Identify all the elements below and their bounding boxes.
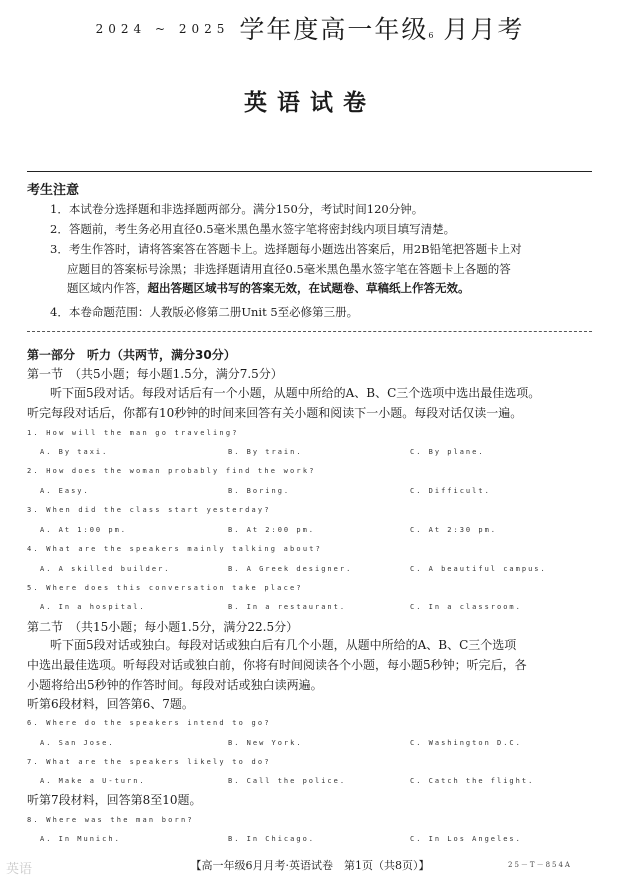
q7-option-b: B. Call the police. [228, 777, 347, 785]
q2-option-b: B. Boring. [228, 487, 291, 495]
section2-intro-2: 中选出最佳选项。听每段对话或独白前，你将有时间阅读各个小题，每小题5秒钟；听完后，各 [27, 658, 527, 672]
q1-option-c: C. By plane. [410, 448, 485, 456]
question-5: 5. Where does this conversation take place? [27, 584, 303, 592]
q2-option-c: C. Difficult. [410, 487, 491, 495]
notice-item-1: 1．本试卷分选择题和非选择题两部分。满分150分，考试时间120分钟。 [50, 202, 424, 216]
section1-intro-2: 听完每段对话后，你都有10秒钟的时间来回答有关小题和阅读下一小题。每段对话仅读一遍。 [27, 406, 523, 420]
section2-intro-3: 小题将给出5秒钟的作答时间。每段对话或独白读两遍。 [27, 678, 323, 692]
top-divider [27, 171, 592, 172]
exam-header [0, 10, 620, 46]
q8-option-a: A. In Munich. [40, 835, 121, 843]
notice-heading: 考生注意 [27, 183, 80, 198]
school-year: 2024 ~ 2025 [95, 22, 230, 36]
notice-item-3-end [67, 280, 470, 296]
q5-option-c: C. In a classroom. [410, 603, 522, 611]
notice-item-3-cont: 应题目的答案标号涂黑；非选择题请用直径0.5毫米黑色墨水签字笔在答题卡上各题的答 [67, 262, 511, 276]
q1-option-a: A. By taxi. [40, 448, 109, 456]
q8-option-b: B. In Chicago. [228, 835, 316, 843]
notice-warning: 超出答题区域书写的答案无效，在试题卷、草稿纸上作答无效。 [147, 281, 470, 295]
notice-item-3: 3．考生作答时，请将答案答在答题卡上。选择题每小题选出答案后，用2B铅笔把答题卡上对 [50, 242, 522, 256]
q8-option-c: C. In Los Angeles. [410, 835, 522, 843]
section1-heading: 第一节 （共5小题；每小题1.5分，满分7.5分） [27, 367, 283, 381]
q1-option-b: B. By train. [228, 448, 303, 456]
q6-option-c: C. Washington D.C. [410, 739, 522, 747]
watermark: 英语 [6, 862, 33, 877]
part1-heading: 第一部分 听力（共两节，满分30分） [27, 348, 236, 362]
q3-option-a: A. At 1:00 pm. [40, 526, 128, 534]
q5-option-a: A. In a hospital. [40, 603, 146, 611]
q7-option-c: C. Catch the flight. [410, 777, 535, 785]
q6-option-b: B. New York. [228, 739, 303, 747]
exam-month: 6 [428, 31, 434, 40]
q5-option-b: B. In a restaurant. [228, 603, 347, 611]
exam-title-main: 学年度高一年级 [239, 15, 429, 44]
q3-option-c: C. At 2:30 pm. [410, 526, 498, 534]
question-1: 1. How will the man go traveling? [27, 429, 239, 437]
question-7: 7. What are the speakers likely to do? [27, 758, 271, 766]
notice-item-4: 4．本卷命题范围：人教版必修第二册Unit 5至必修第三册。 [50, 305, 359, 319]
q4-option-c: C. A beautiful campus. [410, 565, 547, 573]
q6-option-a: A. San Jose. [40, 739, 115, 747]
question-6: 6. Where do the speakers intend to go? [27, 719, 271, 727]
material-7-instruction: 听第7段材料，回答第8至10题。 [27, 793, 202, 807]
q2-option-a: A. Easy. [40, 487, 90, 495]
exam-title-tail: 月月考 [443, 15, 525, 44]
question-4: 4. What are the speakers mainly talking about? [27, 545, 323, 553]
page-footer: 【高一年级6月月考·英语试卷 第1页（共8页）】 [190, 859, 430, 872]
question-8: 8. Where was the man born? [27, 816, 194, 824]
question-3: 3. When did the class start yesterday? [27, 506, 271, 514]
section1-intro-1: 听下面5段对话。每段对话后有一个小题，从题中所给的A、B、C三个选项中选出最佳选项。 [50, 386, 541, 400]
question-2: 2. How does the woman probably find the work? [27, 467, 316, 475]
q4-option-b: B. A Greek designer. [228, 565, 353, 573]
q7-option-a: A. Make a U-turn. [40, 777, 146, 785]
paper-title: 英语试卷 [244, 90, 376, 116]
section2-intro-1: 听下面5段对话或独白。每段对话或独白后有几个小题，从题中所给的A、B、C三个选项 [50, 638, 517, 652]
exam-code: 25－T－854A [508, 861, 572, 869]
notice-item-2: 2．答题前，考生务必用直径0.5毫米黑色墨水签字笔将密封线内项目填写清楚。 [50, 222, 456, 236]
q4-option-a: A. A skilled builder. [40, 565, 171, 573]
material-6-instruction: 听第6段材料，回答第6、7题。 [27, 697, 194, 711]
section2-heading: 第二节 （共15小题；每小题1.5分，满分22.5分） [27, 620, 299, 634]
notice-divider [27, 331, 592, 332]
q3-option-b: B. At 2:00 pm. [228, 526, 316, 534]
notice-item-3-tail: 题区域内作答， [67, 281, 148, 295]
